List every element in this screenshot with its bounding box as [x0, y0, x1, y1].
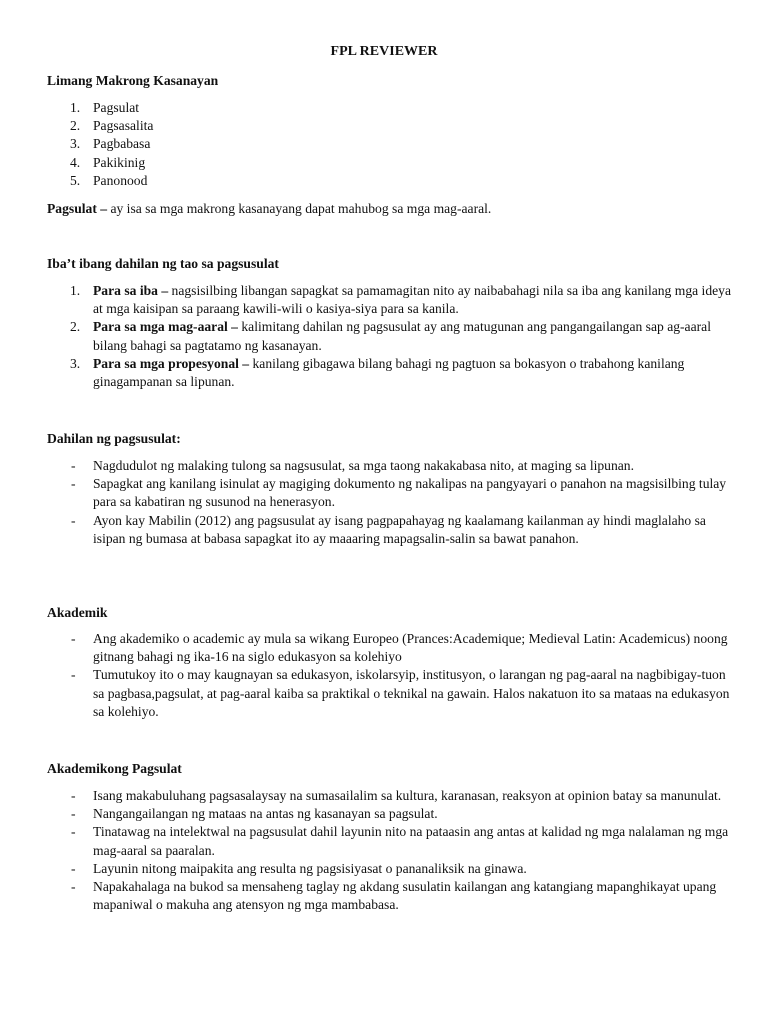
list-item	[0, 475, 768, 511]
item-text: Isang makabuluhang pagsasalaysay na sumasailalim sa kultura, karanasan, reaksyon at opinion batay sa manunulat.	[93, 788, 722, 803]
list-item	[0, 99, 768, 117]
item-text: Nagdudulot ng malaking tulong sa nagsusulat, sa mga taong nakakabasa nito, at maging sa lipunan.	[93, 458, 634, 473]
item-number: 4.	[70, 154, 81, 170]
document-title: FPL REVIEWER	[330, 44, 438, 59]
item-text: Tinatawag na intelektwal na pagsusulat dahil layunin nito na pataasin ang antas at kalidad ng mga nalalaman ng mga mag-aaral sa paaralan.	[93, 824, 729, 858]
list-item	[0, 318, 768, 354]
list-item	[0, 172, 768, 190]
item-number: 5.	[70, 172, 81, 188]
heading-ibat-ibang-dahilan: Iba’t ibang dahilan ng tao sa pagsusulat	[47, 256, 279, 271]
list-item	[0, 666, 768, 721]
item-text: Nangangailangan ng mataas na antas ng kasanayan sa pagsulat.	[93, 806, 438, 822]
bullet-dash: -	[71, 860, 76, 876]
makrong-kasanayan-list	[0, 99, 768, 190]
definition-text: ay isa sa mga makrong kasanayang dapat mahubog sa mga mag-aaral.	[107, 201, 492, 216]
item-text: Pagbabasa	[93, 136, 151, 152]
bullet-dash: -	[71, 458, 76, 473]
bullet-dash: -	[71, 476, 76, 492]
akademik-bullet-list	[0, 630, 768, 721]
list-item	[0, 805, 768, 823]
item-term: Para sa iba –	[93, 283, 169, 298]
item-number: 2.	[70, 319, 81, 335]
dahilan-bullet-list	[0, 457, 768, 548]
list-item	[0, 860, 768, 878]
item-text: Sapagkat ang kanilang isinulat ay magiging dokumento ng nakalipas na pangyayari o panahon na magsisilbing tulay para sa kabatiran ng susunod na henerasyon.	[93, 476, 727, 510]
item-term: Para sa mga mag-aaral –	[93, 319, 238, 335]
item-number: 1.	[70, 283, 81, 298]
item-text: Napakahalaga na bukod sa mensaheng taglay ng akdang susulatin kailangan ang katangiang mapanghikayat upang mapaniwal o makuha ang atensyon ng mga mambabasa.	[93, 879, 717, 913]
item-number: 1.	[70, 100, 81, 115]
item-text: nagsisilbing libangan sapagkat sa pamamagitan nito ay naibabahagi nila sa iba ang kanilang mga ideya at mga kaisipan sa paraang kawili-wili o kasiya-siya para sa kanila.	[93, 283, 731, 317]
heading-akademikong-pagsulat: Akademikong Pagsulat	[47, 761, 182, 776]
list-item	[0, 787, 768, 805]
list-item	[0, 630, 768, 666]
item-text: Panonood	[93, 172, 148, 188]
list-item	[0, 282, 768, 318]
bullet-dash: -	[71, 788, 76, 803]
pagsulat-definition	[47, 200, 737, 218]
heading-limang-makrong-kasanayan: Limang Makrong Kasanayan	[47, 73, 219, 88]
heading-dahilan-ng-pagsusulat: Dahilan ng pagsusulat:	[47, 431, 181, 446]
list-item	[0, 154, 768, 172]
item-text: Ang akademiko o academic ay mula sa wikang Europeo (Prances:Academique; Medieval Latin: Academicus) noong gitnang bahagi ng ika-16 na siglo edukasyon sa kolehiyo	[93, 631, 728, 665]
bullet-dash: -	[71, 879, 76, 895]
bullet-dash: -	[71, 631, 76, 646]
bullet-dash: -	[71, 512, 76, 528]
list-item	[0, 117, 768, 135]
item-text: Pakikinig	[93, 154, 146, 170]
list-item	[0, 135, 768, 153]
item-text: Ayon kay Mabilin (2012) ang pagsusulat ay isang pagpapahayag ng kaalamang kailanman ay hindi maglalaho sa isipan ng bumasa at babasa sapagkat ito ay maaaring mapagsalin-salin sa bawat panahon.	[93, 512, 706, 546]
list-item	[0, 355, 768, 391]
list-item	[0, 457, 768, 475]
item-number: 3.	[70, 355, 81, 371]
list-item	[0, 823, 768, 859]
item-number: 2.	[70, 118, 81, 134]
item-number: 3.	[70, 136, 81, 152]
item-text: Layunin nitong maipakita ang resulta ng pagsisiyasat o pananaliksik na ginawa.	[93, 860, 527, 876]
akademikong-pagsulat-bullet-list	[0, 787, 768, 914]
list-item	[0, 878, 768, 914]
bullet-dash: -	[71, 667, 76, 683]
list-item	[0, 512, 768, 548]
definition-term: Pagsulat –	[47, 201, 108, 216]
item-text: Pagsasalita	[93, 118, 154, 134]
item-text: Tumutukoy ito o may kaugnayan sa edukasyon, iskolarsyip, institusyon, o larangan ng pag-aaral na nagbibigay-tuon sa pagbasa,pagsulat, at pag-aaral kaiba sa praktikal o teknikal na gawain. Halos nakatuon ito sa mataas na edukasyon sa kolehiyo.	[93, 667, 730, 719]
dahilan-numbered-list	[0, 282, 768, 391]
bullet-dash: -	[71, 824, 76, 840]
bullet-dash: -	[71, 806, 76, 822]
item-text: kanilang gibagawa bilang bahagi ng pagtuon sa bokasyon o trabahong kanilang ginagampanan sa lipunan.	[93, 355, 685, 390]
item-term: Para sa mga propesyonal –	[93, 355, 250, 371]
item-text: kalimitang dahilan ng pagsusulat ay ang matugunan ang pangangailangan sap ag-aaral bilang bahagi sa pagtatamo ng kasanayan.	[93, 319, 711, 353]
heading-akademik: Akademik	[47, 605, 108, 620]
item-text: Pagsulat	[93, 100, 140, 115]
